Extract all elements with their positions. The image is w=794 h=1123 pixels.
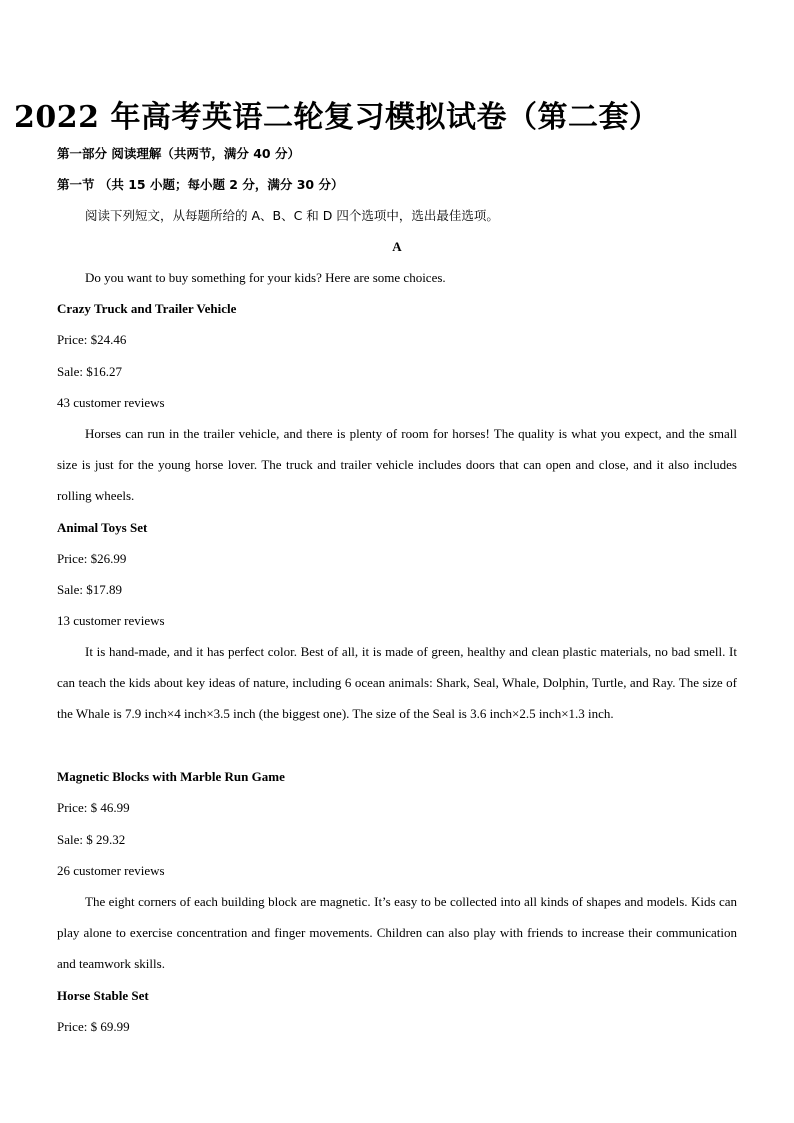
product-price: Price: $ 46.99 xyxy=(57,800,130,815)
product-sale: Sale: $17.89 xyxy=(57,582,122,597)
part-heading: 第一部分 阅读理解（共两节，满分 40 分） xyxy=(57,146,300,161)
product-name: Animal Toys Set xyxy=(57,520,148,535)
passage-intro: Do you want to buy something for your kids? Here are some choices. xyxy=(85,270,446,285)
product-reviews: 13 customer reviews xyxy=(57,613,165,628)
product-price: Price: $26.99 xyxy=(57,551,127,566)
instruction-text: 阅读下列短文，从每题所给的 A、B、C 和 D 四个选项中，选出最佳选项。 xyxy=(85,208,499,223)
product-reviews: 43 customer reviews xyxy=(57,395,165,410)
product-description: The eight corners of each building block are magnetic. It’s easy to be collected into all kinds of shapes and models. Kids can play alone to exercise concentration and finger movements. Children can also play with friends to increase their communication and teamwork skills. xyxy=(57,894,737,971)
section-heading: 第一节 （共 15 小题；每小题 2 分，满分 30 分） xyxy=(57,177,344,192)
product-name: Crazy Truck and Trailer Vehicle xyxy=(57,301,237,316)
product-sale: Sale: $16.27 xyxy=(57,364,122,379)
product-sale: Sale: $ 29.32 xyxy=(57,832,126,847)
exam-title: 2022 年高考英语二轮复习模拟试卷（第二套） xyxy=(14,100,660,135)
product-price: Price: $ 69.99 xyxy=(57,1019,130,1034)
product-description: Horses can run in the trailer vehicle, and there is plenty of room for horses! The quality is what you expect, and the small size is just for the young horse lover. The truck and trailer vehicle includes doors that can open and close, and it also includes rolling wheels. xyxy=(57,426,737,503)
product-price: Price: $24.46 xyxy=(57,332,127,347)
product-reviews: 26 customer reviews xyxy=(57,863,165,878)
product-description: It is hand-made, and it has perfect color. Best of all, it is made of green, healthy and clean plastic materials, no bad smell. It can teach the kids about key ideas of nature, including 6 ocean animals: Shark, Seal, Whale, Dolphin, Turtle, and Ray. The size of the Whale is 7.9 inch×4 inch×3.5 inch (the biggest one). The size of the Seal is 3.6 inch×2.5 inch×1.3 inch. xyxy=(57,644,737,721)
product-name: Horse Stable Set xyxy=(57,988,149,1003)
passage-label: A xyxy=(392,239,402,254)
product-name: Magnetic Blocks with Marble Run Game xyxy=(57,769,285,784)
